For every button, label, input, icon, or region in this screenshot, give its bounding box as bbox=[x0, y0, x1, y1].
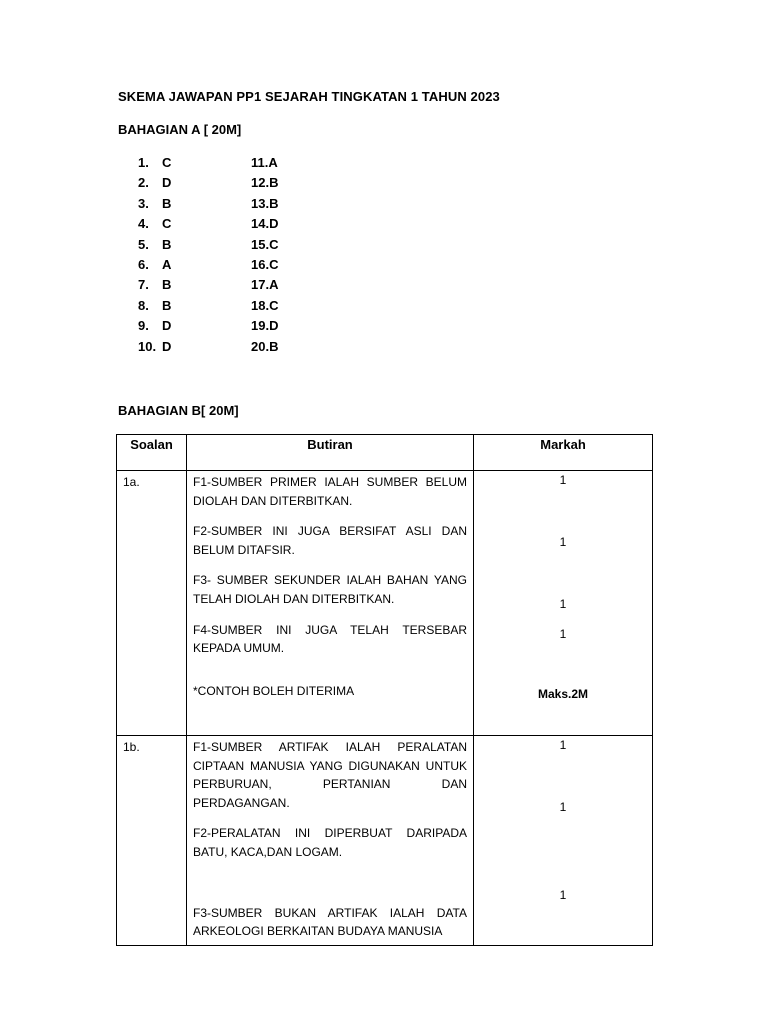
answer-right: 15.C bbox=[251, 236, 279, 252]
answer-number: 1. bbox=[138, 155, 149, 170]
answer-number: 6. bbox=[138, 256, 149, 272]
answer-left: B bbox=[162, 277, 172, 293]
answer-left: D bbox=[162, 318, 172, 334]
mark-value: 1 bbox=[559, 800, 567, 814]
answer-number: 3. bbox=[138, 195, 149, 211]
answer-right: 20.B bbox=[251, 338, 279, 354]
answer-point: F4-SUMBER INI JUGA TELAH TERSEBAR KEPADA UMUM. bbox=[193, 622, 467, 656]
section-b-heading: BAHAGIAN B[ 20M] bbox=[118, 403, 239, 418]
answer-details bbox=[187, 736, 474, 946]
answer-note: *CONTOH BOLEH DITERIMA bbox=[193, 683, 355, 698]
answer-right: 19.D bbox=[251, 318, 279, 334]
answer-right: 13.B bbox=[251, 195, 279, 211]
mark-value: 1 bbox=[559, 627, 567, 641]
document-title: SKEMA JAWAPAN PP1 SEJARAH TINGKATAN 1 TAHUN 2023 bbox=[118, 89, 500, 104]
answer-left: B bbox=[162, 195, 172, 211]
table-row bbox=[117, 471, 653, 736]
answer-number: 5. bbox=[138, 236, 149, 252]
answer-details bbox=[187, 471, 474, 736]
marking-scheme-table bbox=[116, 434, 653, 946]
answer-left: C bbox=[162, 216, 172, 232]
marks-cell bbox=[474, 736, 653, 946]
section-a-heading: BAHAGIAN A [ 20M] bbox=[118, 122, 242, 137]
answer-point: F2-PERALATAN INI DIPERBUAT DARIPADA BATU, KACA,DAN LOGAM. bbox=[193, 826, 467, 859]
mark-value: 1 bbox=[559, 597, 567, 611]
answer-number: 8. bbox=[138, 297, 149, 313]
answer-right: 12.B bbox=[251, 175, 279, 191]
answer-number: 4. bbox=[138, 216, 149, 232]
table-row bbox=[117, 736, 653, 946]
answer-number: 9. bbox=[138, 318, 149, 334]
header-butiran: Butiran bbox=[187, 435, 474, 471]
answer-left: B bbox=[162, 236, 172, 252]
mark-value: 1 bbox=[559, 535, 567, 549]
mark-value: 1 bbox=[559, 473, 567, 487]
answer-number: 2. bbox=[138, 175, 149, 191]
answer-right: 17.A bbox=[251, 277, 279, 293]
answer-right: 18.C bbox=[251, 297, 279, 313]
answer-left: B bbox=[162, 297, 172, 313]
answer-right: 11.A bbox=[251, 155, 278, 170]
question-number: 1a. bbox=[117, 471, 187, 736]
answer-point: F2-SUMBER INI JUGA BERSIFAT ASLI DAN BELUM DITAFSIR. bbox=[193, 524, 467, 557]
answer-left: D bbox=[162, 175, 172, 191]
header-soalan: Soalan bbox=[117, 435, 187, 471]
answer-number: 7. bbox=[138, 277, 149, 293]
answer-point: F3- SUMBER SEKUNDER IALAH BAHAN YANG TELAH DIOLAH DAN DITERBITKAN. bbox=[193, 573, 467, 606]
answer-left: C bbox=[162, 155, 172, 170]
mark-value: 1 bbox=[559, 888, 567, 902]
max-marks: Maks.2M bbox=[537, 687, 589, 701]
table-header-row bbox=[117, 435, 653, 471]
marks-cell bbox=[474, 471, 653, 736]
answer-left: A bbox=[162, 256, 172, 272]
mark-value: 1 bbox=[559, 738, 567, 752]
question-number: 1b. bbox=[117, 736, 187, 946]
answer-point: F1-SUMBER ARTIFAK IALAH PERALATAN CIPTAAN MANUSIA YANG DIGUNAKAN UNTUK PERBURUAN, PERTANIAN DAN PERDAGANGAN. bbox=[193, 740, 467, 810]
answer-point: F3-SUMBER BUKAN ARTIFAK IALAH DATA ARKEOLOGI BERKAITAN BUDAYA MANUSIA bbox=[193, 905, 467, 939]
answer-point: F1-SUMBER PRIMER IALAH SUMBER BELUM DIOLAH DAN DITERBITKAN. bbox=[193, 475, 467, 508]
answer-number: 10. bbox=[138, 338, 157, 354]
answer-right: 14.D bbox=[251, 216, 279, 232]
answer-right: 16.C bbox=[251, 256, 279, 272]
header-markah: Markah bbox=[474, 435, 653, 471]
answer-left: D bbox=[162, 338, 172, 354]
